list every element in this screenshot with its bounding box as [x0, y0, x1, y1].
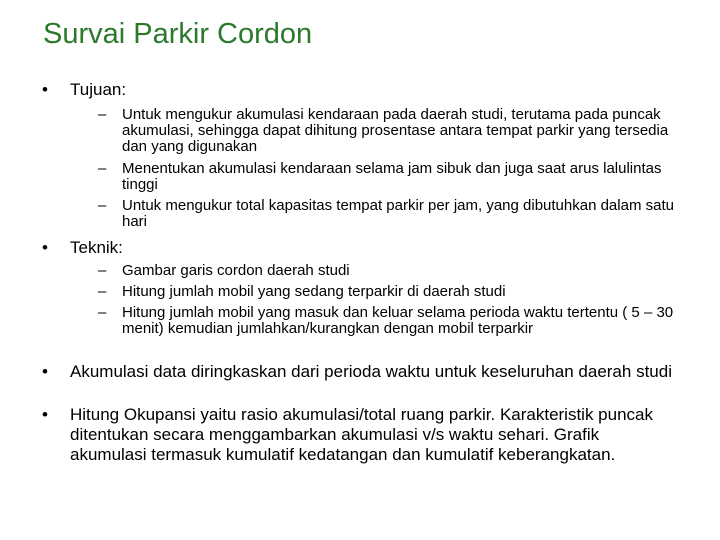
dash-icon: –	[98, 304, 107, 321]
bullet-icon: •	[42, 405, 48, 424]
list-item-text: Hitung jumlah mobil yang masuk dan keluar selama perioda waktu tertentu ( 5 – 30 menit) kemudian jumlahkan/kurangkan dengan mobil terparkir	[122, 304, 674, 337]
list-item-text: Hitung jumlah mobil yang sedang terparkir di daerah studi	[122, 283, 506, 300]
bullet-icon: •	[42, 80, 48, 99]
list-item-text: Gambar garis cordon daerah studi	[122, 262, 350, 279]
bullet-icon: •	[42, 238, 48, 257]
list-item-text: Untuk mengukur akumulasi kendaraan pada daerah studi, terutama pada puncak akumulasi, sehingga dapat dihitung prosentase antara tempat parkir yang tersedia dan yang digunakan	[122, 106, 669, 155]
list-item-text: Menentukan akumulasi kendaraan selama jam sibuk dan juga saat arus lalulintas tinggi	[122, 160, 662, 193]
dash-icon: –	[98, 106, 107, 123]
bullet-icon: •	[42, 362, 48, 381]
slide-title: Survai Parkir Cordon	[43, 18, 313, 50]
dash-icon: –	[98, 262, 107, 279]
closing-point-text: Akumulasi data diringkaskan dari perioda waktu untuk keseluruhan daerah studi	[70, 362, 672, 381]
closing-point-text: Hitung Okupansi yaitu rasio akumulasi/total ruang parkir. Karakteristik puncak ditentukan secara menggambarkan akumulasi v/s waktu sehari. Grafik akumulasi termasuk kumulatif kedatangan dan kumulatif keberangkatan.	[70, 405, 654, 464]
list-item-text: Untuk mengukur total kapasitas tempat parkir per jam, yang dibutuhkan dalam satu hari	[122, 197, 674, 230]
dash-icon: –	[98, 283, 107, 300]
dash-icon: –	[98, 160, 107, 177]
section-label: Teknik:	[70, 238, 123, 257]
dash-icon: –	[98, 197, 107, 214]
section-label: Tujuan:	[70, 80, 127, 99]
